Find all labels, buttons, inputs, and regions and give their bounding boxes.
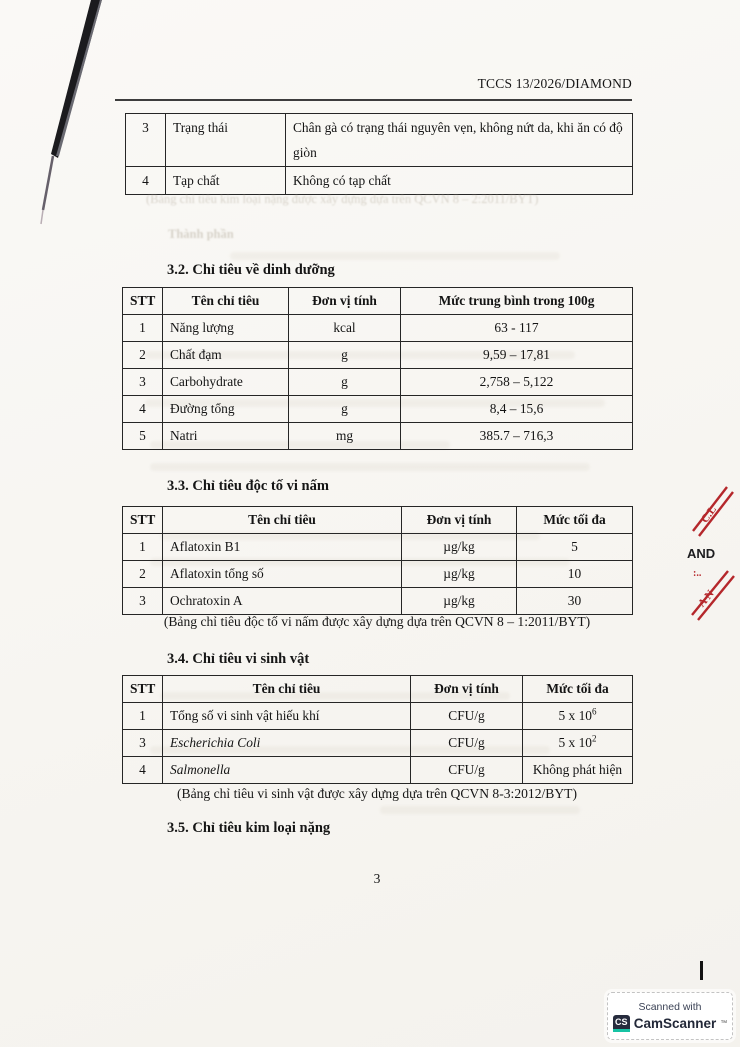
camscanner-logo-row [613, 1015, 728, 1032]
table-cell: Năng lượng [163, 315, 289, 342]
column-header: Tên chỉ tiêu [163, 507, 402, 534]
camscanner-name: CamScanner [633, 1015, 717, 1031]
column-header: Tên chỉ tiêu [163, 676, 411, 703]
table-row [123, 588, 633, 615]
table-cell: CFU/g [411, 703, 523, 730]
table-cell: Escherichia Coli [163, 730, 411, 757]
ghost-bar [150, 463, 590, 471]
table-cell: Chân gà có trạng thái nguyên vẹn, không nứt da, khi ăn có độ giòn [286, 114, 633, 167]
table-cell: 5 x $10^2$ [523, 730, 633, 757]
table-row [123, 342, 633, 369]
table-cell: 3 [123, 730, 163, 757]
mycotoxin-table [122, 506, 633, 615]
table-cell: CFU/g [411, 730, 523, 757]
table-cell: 4 [123, 757, 163, 784]
column-header: Tên chỉ tiêu [163, 288, 289, 315]
section-heading-3-2: 3.2. Chỉ tiêu về dinh dưỡng [167, 262, 335, 278]
table-cell: Không phát hiện [523, 757, 633, 784]
table-cell: g [289, 369, 401, 396]
table-cell: 1 [123, 703, 163, 730]
stamp-letters-bottom: A N [695, 588, 717, 610]
table-cell: 4 [123, 396, 163, 423]
table-cell: kcal [289, 315, 401, 342]
table-cell: Aflatoxin B1 [163, 534, 402, 561]
table-cell: 5 [517, 534, 633, 561]
table-cell: g [289, 396, 401, 423]
table-cell: 5 x $10^6$ [523, 703, 633, 730]
ghost-bleedthrough-note: (Bảng chỉ tiêu kim loại nặng được xây dựng dựa trên QCVN 8 – 2:2011/BYT) [146, 192, 539, 206]
nutrition-table [122, 287, 633, 450]
table-cell: Salmonella [163, 757, 411, 784]
camscanner-trademark: ™ [720, 1019, 728, 1027]
table-cell: 30 [517, 588, 633, 615]
table-cell: Carbohydrate [163, 369, 289, 396]
table-cell: 1 [123, 315, 163, 342]
table-row [126, 114, 633, 167]
table-cell: 5 [123, 423, 163, 450]
camscanner-badge [607, 992, 733, 1040]
column-header: Mức tối đa [523, 676, 633, 703]
table-cell: 10 [517, 561, 633, 588]
page-number: 3 [373, 871, 381, 886]
table-cell: Tạp chất [166, 167, 286, 195]
microbiology-table-note: (Bảng chỉ tiêu vi sinh vật được xây dựng dựa trên QCVN 8-3:2012/BYT) [176, 786, 578, 801]
table-header-row [123, 288, 633, 315]
table-cell: Ochratoxin A [163, 588, 402, 615]
table-row [123, 757, 633, 784]
section-heading-3-5: 3.5. Chỉ tiêu kim loại nặng [167, 820, 331, 836]
table-row [123, 730, 633, 757]
table-cell: CFU/g [411, 757, 523, 784]
physical-criteria-table [125, 113, 633, 195]
table-cell: 3 [126, 114, 166, 167]
stamp-dots: :.. [693, 568, 702, 579]
scan-tick-artifact [700, 961, 703, 980]
table-header-row [123, 676, 633, 703]
table-cell: 8,4 – 15,6 [401, 396, 633, 423]
column-header: STT [123, 507, 163, 534]
table-cell: g [289, 342, 401, 369]
company-stamp-fragment [686, 484, 740, 624]
table-cell: 385.7 – 716,3 [401, 423, 633, 450]
table-cell: 9,59 – 17,81 [401, 342, 633, 369]
table-cell: 1 [123, 534, 163, 561]
column-header: Đơn vị tính [402, 507, 517, 534]
table-row [123, 703, 633, 730]
table-header-row [123, 507, 633, 534]
column-header: Đơn vị tính [411, 676, 523, 703]
table-row [123, 423, 633, 450]
table-row [126, 167, 633, 195]
table-cell: µg/kg [402, 534, 517, 561]
column-header: STT [123, 676, 163, 703]
table-cell: Không có tạp chất [286, 167, 633, 195]
table-cell: Aflatoxin tổng số [163, 561, 402, 588]
table-cell: µg/kg [402, 561, 517, 588]
table-cell: 2 [123, 342, 163, 369]
camscanner-cs-icon: CS [613, 1015, 630, 1032]
stamp-letters-top: C.L [698, 503, 719, 526]
table-cell: 4 [126, 167, 166, 195]
ghost-bar [380, 806, 580, 814]
table-row [123, 396, 633, 423]
column-header: STT [123, 288, 163, 315]
table-cell: mg [289, 423, 401, 450]
mycotoxin-table-note: (Bảng chỉ tiêu độc tố vi nấm được xây dựng dựa trên QCVN 8 – 1:2011/BYT) [163, 614, 591, 629]
table-cell: Đường tổng [163, 396, 289, 423]
section-heading-3-4: 3.4. Chỉ tiêu vi sinh vật [167, 651, 310, 667]
table-cell: Natri [163, 423, 289, 450]
camscanner-scanned-with-label: Scanned with [638, 1000, 702, 1013]
table-row [123, 534, 633, 561]
ghost-bar [230, 252, 560, 260]
ghost-bleedthrough-heading: Thành phần [168, 227, 234, 241]
table-cell: Tổng số vi sinh vật hiếu khí [163, 703, 411, 730]
table-cell: 3 [123, 369, 163, 396]
pen-stroke-artifact [28, 0, 120, 228]
stamp-word: AND [687, 546, 716, 561]
table-cell: Chất đạm [163, 342, 289, 369]
section-heading-3-3: 3.3. Chỉ tiêu độc tố vi nấm [167, 478, 329, 494]
table-cell: 2 [123, 561, 163, 588]
table-cell: 3 [123, 588, 163, 615]
column-header: Mức trung bình trong 100g [401, 288, 633, 315]
table-row [123, 315, 633, 342]
table-cell: µg/kg [402, 588, 517, 615]
column-header: Mức tối đa [517, 507, 633, 534]
document-reference: TCCS 13/2026/DIAMOND [477, 76, 632, 91]
microbiology-table [122, 675, 633, 784]
table-cell: 63 - 117 [401, 315, 633, 342]
column-header: Đơn vị tính [289, 288, 401, 315]
table-cell: 2,758 – 5,122 [401, 369, 633, 396]
header-rule [115, 99, 632, 101]
table-cell: Trạng thái [166, 114, 286, 167]
table-row [123, 369, 633, 396]
table-row [123, 561, 633, 588]
